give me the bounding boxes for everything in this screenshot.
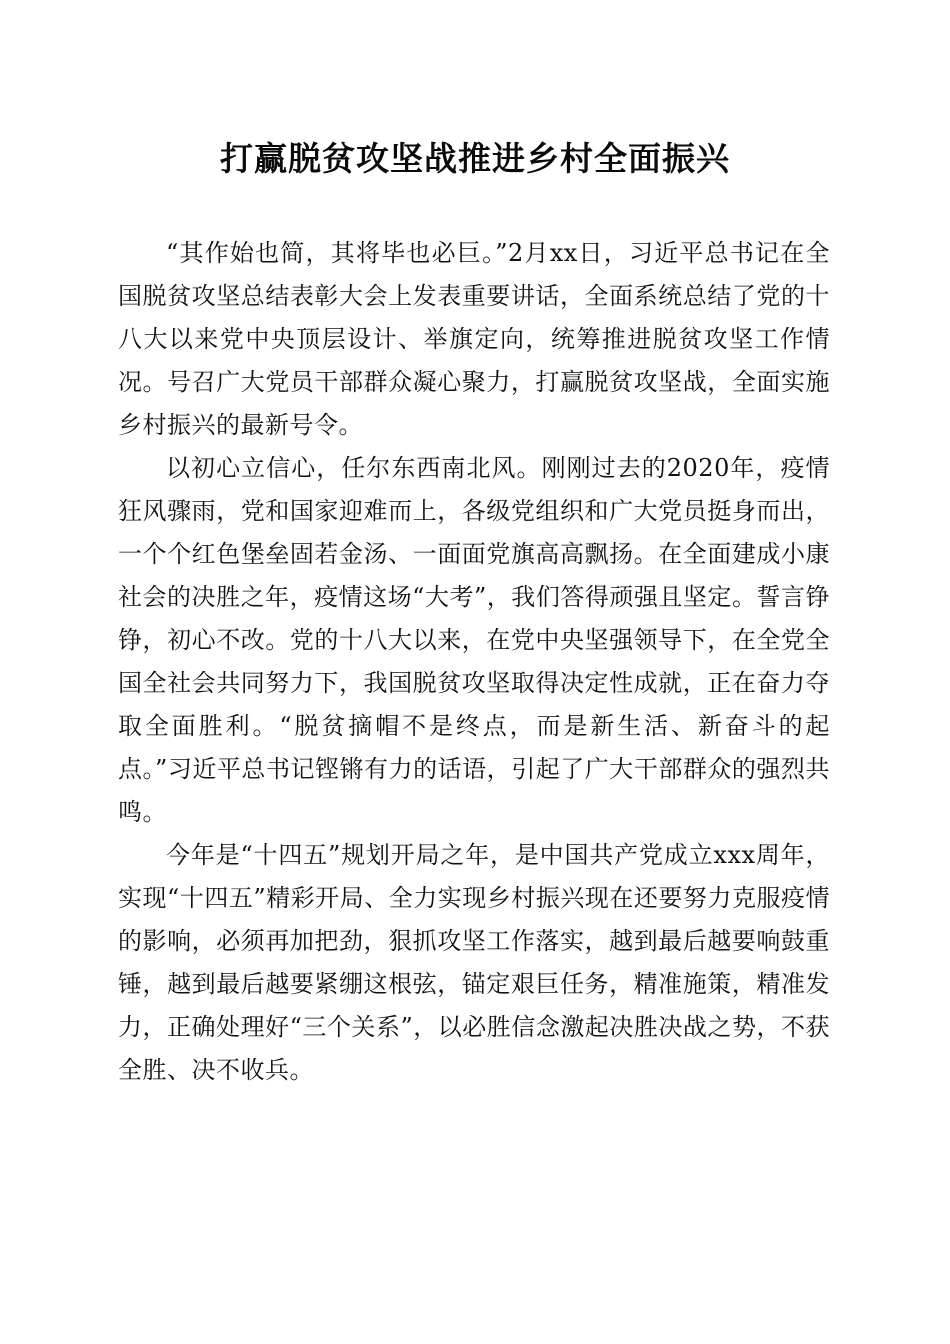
paragraph-2: 以初心立信心，任尔东西南北风。刚刚过去的2020年，疫情狂风骤雨，党和国家迎难而上，各级党组织和广大党员挺身而出，一个个红色堡垒固若金汤、一面面党旗高高飘扬。在全面建成小康社会的决胜之年，疫情这场“大考”，我们答得顽强且坚定。誓言铮铮，初心不改。党的十八大以来，在党中央坚强领导下，在全党全国全社会共同努力下，我国脱贫攻坚取得决定性成就，正在奋力夺取全面胜利。“脱贫摘帽不是终点，而是新生活、新奋斗的起点。”习近平总书记铿锵有力的话语，引起了广大干部群众的强烈共鸣。 bbox=[118, 454, 830, 826]
document-body bbox=[118, 232, 830, 1092]
paragraph-1: “其作始也简，其将毕也必巨。”2月xx日，习近平总书记在全国脱贫攻坚总结表彰大会上发表重要讲话，全面系统总结了党的十八大以来党中央顶层设计、举旗定向，统筹推进脱贫攻坚工作情况。号召广大党员干部群众凝心聚力，打赢脱贫攻坚战，全面实施乡村振兴的最新号令。 bbox=[118, 239, 830, 439]
document-title: 打赢脱贫攻坚战推进乡村全面振兴 bbox=[220, 139, 730, 178]
paragraph-3: 今年是“十四五”规划开局之年，是中国共产党成立xxx周年，实现“十四五”精彩开局、全力实现乡村振兴现在还要努力克服疫情的影响，必须再加把劲，狠抓攻坚工作落实，越到最后越要响鼓重锤，越到最后越要紧绷这根弦，锚定艰巨任务，精准施策，精准发力，正确处理好“三个关系”，以必胜信念激起决胜决战之势，不获全胜、决不收兵。 bbox=[118, 841, 830, 1084]
